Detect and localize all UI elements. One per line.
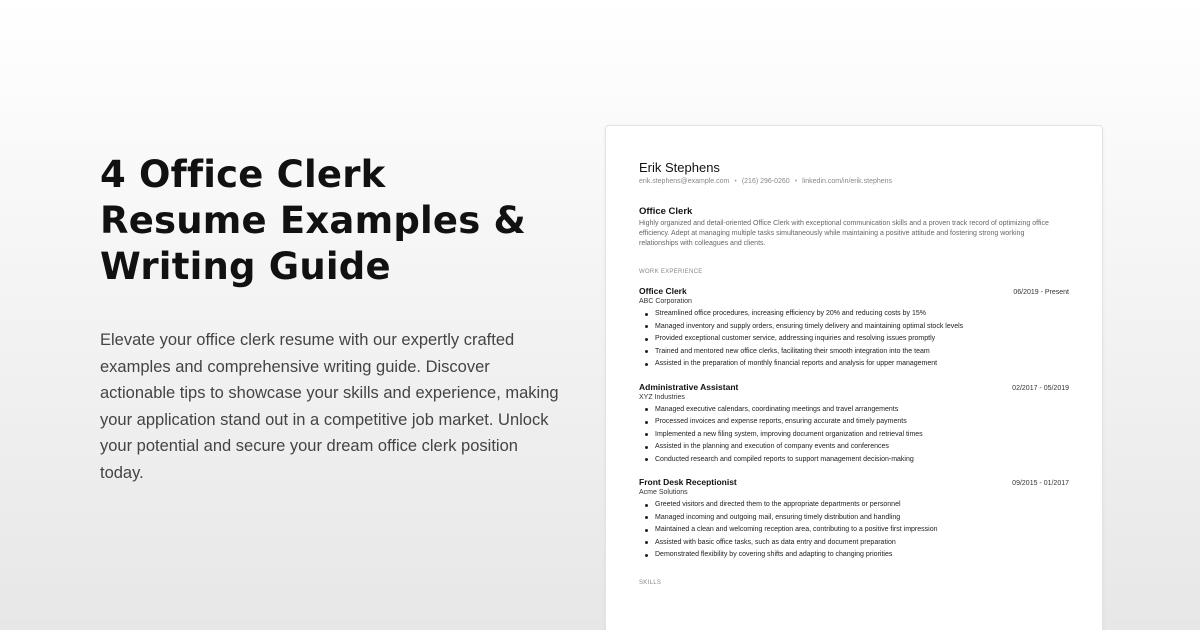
- page-title-line-1: 4 Office Clerk: [100, 153, 386, 196]
- job-role: Front Desk Receptionist: [639, 477, 737, 487]
- page-description: Elevate your office clerk resume with our expertly crafted examples and comprehensive writing guide. Discover actionable tips to showcase your skills and experience, making your application stand out in a competitive job market. Unlock your potential and secure your dream office clerk position today.: [100, 331, 559, 482]
- job-bullet: Managed executive calendars, coordinating meetings and travel arrangements: [643, 404, 983, 417]
- job-header: [639, 477, 1069, 487]
- job-company: XYZ Industries: [639, 393, 685, 401]
- job-bullet: Managed incoming and outgoing mail, ensuring timely distribution and handling: [643, 512, 983, 525]
- job-bullet: Processed invoices and expense reports, ensuring accurate and timely payments: [643, 416, 983, 429]
- job-bullet-list: [639, 308, 1069, 371]
- job-bullet-list: [639, 499, 1069, 562]
- resume-preview-card: [605, 125, 1103, 630]
- resume-linkedin: linkedin.com/in/erik.stephens: [802, 178, 893, 185]
- job-bullet: Maintained a clean and welcoming reception area, contributing to a positive first impression: [643, 524, 983, 537]
- skills-heading: SKILLS: [639, 579, 662, 586]
- page-title-line-3: Writing Guide: [100, 245, 391, 288]
- job-entry: [639, 477, 1069, 562]
- job-header: [639, 286, 1069, 296]
- resume-contact: [639, 178, 1069, 185]
- job-bullet: Assisted in the preparation of monthly financial reports and analysis for upper management: [643, 358, 983, 371]
- job-bullet: Assisted with basic office tasks, such as data entry and document preparation: [643, 537, 983, 550]
- job-dates: 02/2017 - 05/2019: [1012, 384, 1069, 392]
- resume-summary: Highly organized and detail-oriented Office Clerk with exceptional communication skills and a proven track record of optimizing office efficiency. Adept at managing multiple tasks simultaneously while maintaining a positive attitude and fostering strong working relationships with colleagues and clients.: [639, 220, 1049, 247]
- contact-separator: •: [734, 178, 737, 185]
- job-entry: [639, 286, 1069, 371]
- job-bullet: Managed inventory and supply orders, ensuring timely delivery and maintaining optimal stock levels: [643, 321, 983, 334]
- job-company: ABC Corporation: [639, 298, 692, 305]
- job-dates: 06/2019 - Present: [1013, 289, 1069, 296]
- job-company: Acme Solutions: [639, 489, 688, 496]
- contact-separator: •: [794, 178, 798, 185]
- job-bullet: Streamlined office procedures, increasing efficiency by 20% and reducing costs by 15%: [643, 308, 983, 321]
- job-bullet: Provided exceptional customer service, addressing inquiries and resolving issues promptly: [643, 333, 983, 346]
- job-bullet-list: [639, 404, 1069, 467]
- job-header: [639, 382, 1069, 392]
- job-role: Office Clerk: [639, 286, 687, 296]
- job-bullet: Implemented a new filing system, improving document organization and retrieval times: [643, 429, 983, 442]
- job-dates: 09/2015 - 01/2017: [1012, 480, 1069, 487]
- resume-phone: (216) 296-0260: [741, 178, 790, 185]
- job-entry: [639, 382, 1069, 467]
- job-bullet: Demonstrated flexibility by covering shifts and adapting to changing priorities: [643, 549, 983, 562]
- resume-headline: Office Clerk: [639, 206, 693, 217]
- work-experience-heading: WORK EXPERIENCE: [639, 269, 703, 275]
- resume-name: Erik Stephens: [639, 160, 720, 175]
- job-bullet: Greeted visitors and directed them to the appropriate departments or personnel: [643, 499, 983, 512]
- resume-email: erik.stephens@example.com: [639, 178, 730, 185]
- job-bullet: Conducted research and compiled reports to support management decision-making: [643, 454, 983, 467]
- job-bullet: Trained and mentored new office clerks, facilitating their smooth integration into the team: [643, 346, 983, 359]
- work-experience-list: [639, 286, 1069, 562]
- job-role: Administrative Assistant: [639, 381, 739, 392]
- page-title-line-2: Resume Examples &: [100, 199, 526, 242]
- page-title: [100, 152, 570, 290]
- job-bullet: Assisted in the planning and execution of company events and conferences: [643, 441, 983, 454]
